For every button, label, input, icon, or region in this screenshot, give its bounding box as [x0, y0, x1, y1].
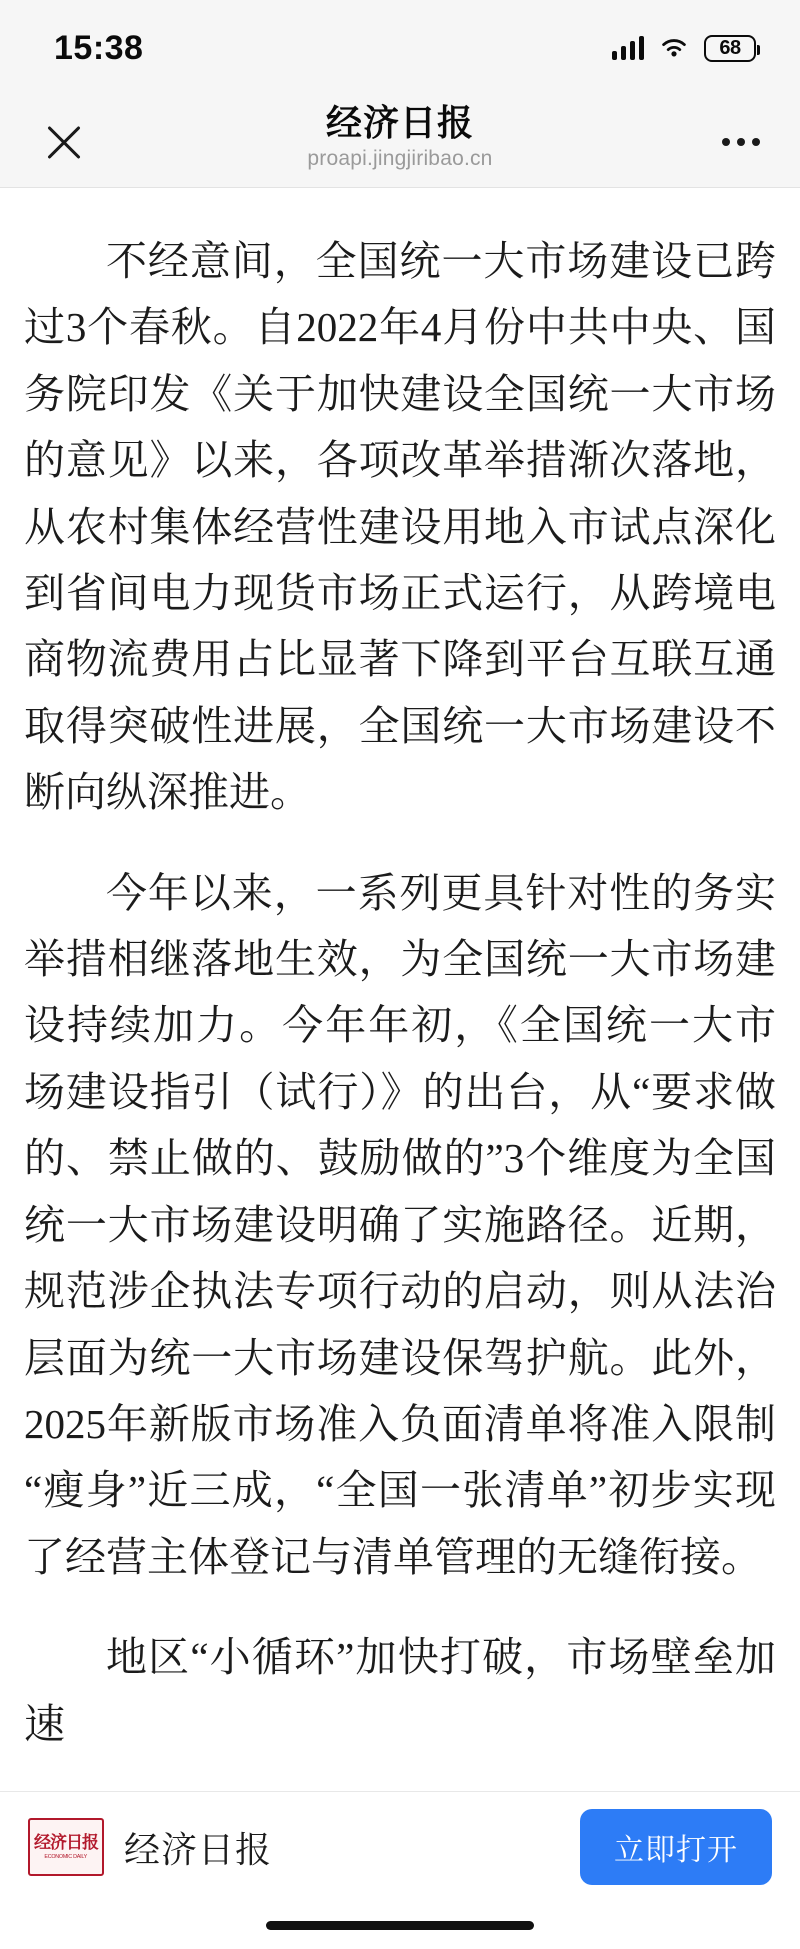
home-indicator-area	[0, 1903, 800, 1949]
close-icon[interactable]	[36, 114, 92, 170]
brand-logo-en: ECONOMIC DAILY	[44, 1854, 88, 1861]
cellular-signal-icon	[612, 36, 644, 60]
open-app-button[interactable]: 立即打开	[580, 1809, 772, 1885]
status-bar	[0, 0, 800, 96]
status-indicators	[612, 35, 756, 62]
brand-name: 经济日报	[124, 1828, 273, 1870]
app-open-bar	[0, 1791, 800, 1903]
article-paragraph: 今年以来，一系列更具针对性的务实举措相继落地生效，为全国统一大市场建设持续加力。今年年初，《全国统一大市场建设指引（试行）》的出台，从“要求做的、禁止做的、鼓励做的”3个维度为全国统一大市场建设明确了实施路径。近期，规范涉企执法专项行动的启动，则从法治层面为统一大市场建设保驾护航。此外，2025年新版市场准入负面清单将准入限制“瘦身”近三成，“全国一张清单”初步实现了经营主体登记与清单管理的无缝衔接。	[24, 869, 776, 1580]
wifi-icon	[658, 36, 690, 60]
article-paragraph: 不经意间，全国统一大市场建设已跨过3个春秋。自2022年4月份中共中央、国务院印发《关于加快建设全国统一大市场的意见》以来，各项改革举措渐次落地，从农村集体经营性建设用地入市试点深化到省间电力现货市场正式运行，从跨境电商物流费用占比显著下降到平台互联互通取得突破性进展，全国统一大市场建设不断向纵深推进。	[24, 238, 776, 816]
page-title: 经济日报	[325, 102, 474, 143]
battery-level: 68	[719, 37, 741, 59]
battery-icon	[704, 35, 756, 62]
more-options-icon[interactable]	[722, 138, 760, 146]
brand-logo-cn: 经济日报	[34, 1833, 98, 1853]
article-paragraph: 地区“小循环”加快打破，市场壁垒加速	[24, 1634, 776, 1747]
nav-title-block	[0, 102, 800, 171]
nav-bar	[0, 96, 800, 188]
status-time: 15:38	[54, 28, 144, 67]
page-domain: proapi.jingjiribao.cn	[307, 147, 493, 171]
article-body[interactable]	[0, 188, 800, 1791]
home-indicator[interactable]	[266, 1921, 534, 1930]
brand-logo-icon	[28, 1818, 104, 1876]
